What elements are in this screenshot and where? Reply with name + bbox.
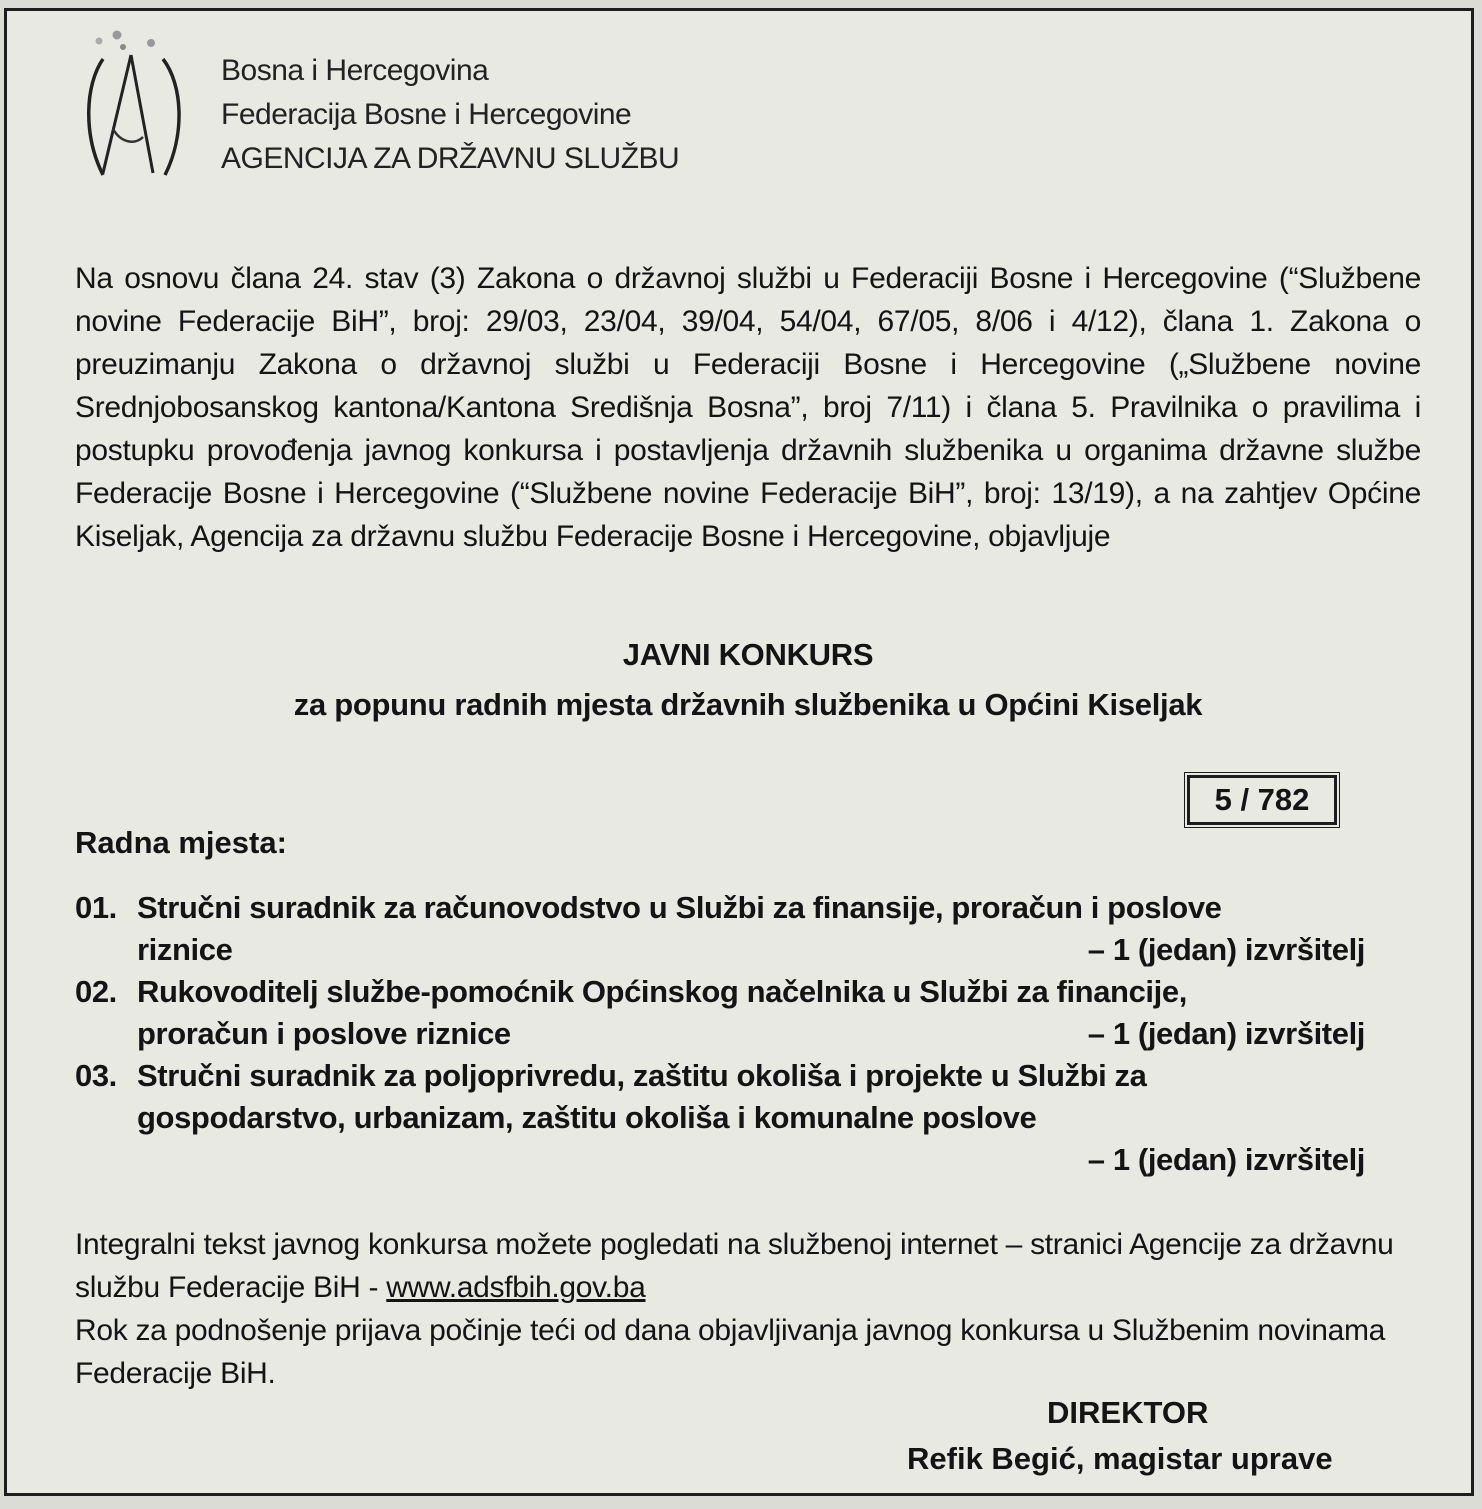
agency-logo-icon — [73, 25, 205, 185]
federation-name: Federacija Bosne i Hercegovine — [221, 98, 632, 131]
position-title-line2: riznice — [137, 932, 233, 967]
legal-basis-paragraph: Na osnovu člana 24. stav (3) Zakona o državnoj službi u Federaciji Bosne i Hercegovine (“Službene novine Federacije BiH”, broj: 29/03, 23/04, 39/04, 54/04, 67/05, 8/06 i 4/12), člana 1. Zakona o preuzimanju Zakona o državnoj službi u Federaciji Bosne i Hercegovine („Službene novine Srednjobosanskog kantona/Kantona Središnja Bosna”, broj 7/11) i člana 5. Pravilnika o pravilima i postupku provođenja javnog konkursa i postavljenja državnih službenika u organima državne službe Federacije Bosne i Hercegovine (“Službene novine Federacije BiH”, broj: 13/19), a na zahtjev Općine Kiseljak, Agencija za državnu službu Federacije Bosne i Hercegovine, objavljuje — [75, 262, 1421, 553]
position-title-line1: Stručni suradnik za poljoprivredu, zaštitu okoliša i projekte u Službi za — [137, 1058, 1147, 1093]
positions-list — [75, 887, 1365, 1181]
position-number: 02. — [75, 974, 117, 1009]
position-executors: – 1 (jedan) izvršitelj — [1087, 1016, 1365, 1051]
footer-text — [75, 1223, 1421, 1395]
position-executors: – 1 (jedan) izvršitelj — [1087, 932, 1365, 967]
position-item — [75, 971, 1365, 1055]
position-executors: – 1 (jedan) izvršitelj — [1087, 1142, 1365, 1177]
reference-number: 5 / 782 — [1214, 782, 1310, 817]
positions-heading: Radna mjesta: — [75, 825, 287, 860]
position-title-line1: Rukovoditelj službe-pomoćnik Općinskog načelnika u Službi za financije, — [137, 974, 1187, 1009]
reference-number-box — [1187, 775, 1337, 825]
position-number: 03. — [75, 1058, 117, 1093]
signature-title: DIREKTOR — [1047, 1395, 1209, 1430]
agency-header — [221, 49, 679, 181]
position-number: 01. — [75, 890, 117, 925]
signature-name: Refik Begić, magistar uprave — [907, 1441, 1333, 1476]
position-item — [75, 887, 1365, 971]
position-item — [75, 1055, 1365, 1181]
notice-page — [4, 8, 1474, 1496]
agency-name: AGENCIJA ZA DRŽAVNU SLUŽBU — [221, 142, 680, 175]
notice-title: JAVNI KONKURS — [622, 637, 874, 672]
footer-info-text: Integralni tekst javnog konkursa možete pogledati na službenoj internet – stranici Agencije za državnu službu Federacije BiH - — [75, 1228, 1394, 1304]
position-title-line1: Stručni suradnik za računovodstvo u Službi za finansije, proračun i poslove — [137, 890, 1222, 925]
deadline-text: Rok za podnošenje prijava počinje teći od dana objavljivanja javnog konkursa u Službenim novinama Federacije BiH. — [75, 1314, 1386, 1390]
position-title-line2: gospodarstvo, urbanizam, zaštitu okoliša i komunalne poslove — [137, 1100, 1037, 1135]
country-name: Bosna i Hercegovina — [221, 54, 489, 87]
notice-subtitle: za popunu radnih mjesta državnih službenika u Općini Kiseljak — [293, 687, 1203, 722]
position-title-line2: proračun i poslove riznice — [137, 1016, 511, 1051]
agency-website-link[interactable]: www.adsfbih.gov.ba — [386, 1271, 646, 1304]
